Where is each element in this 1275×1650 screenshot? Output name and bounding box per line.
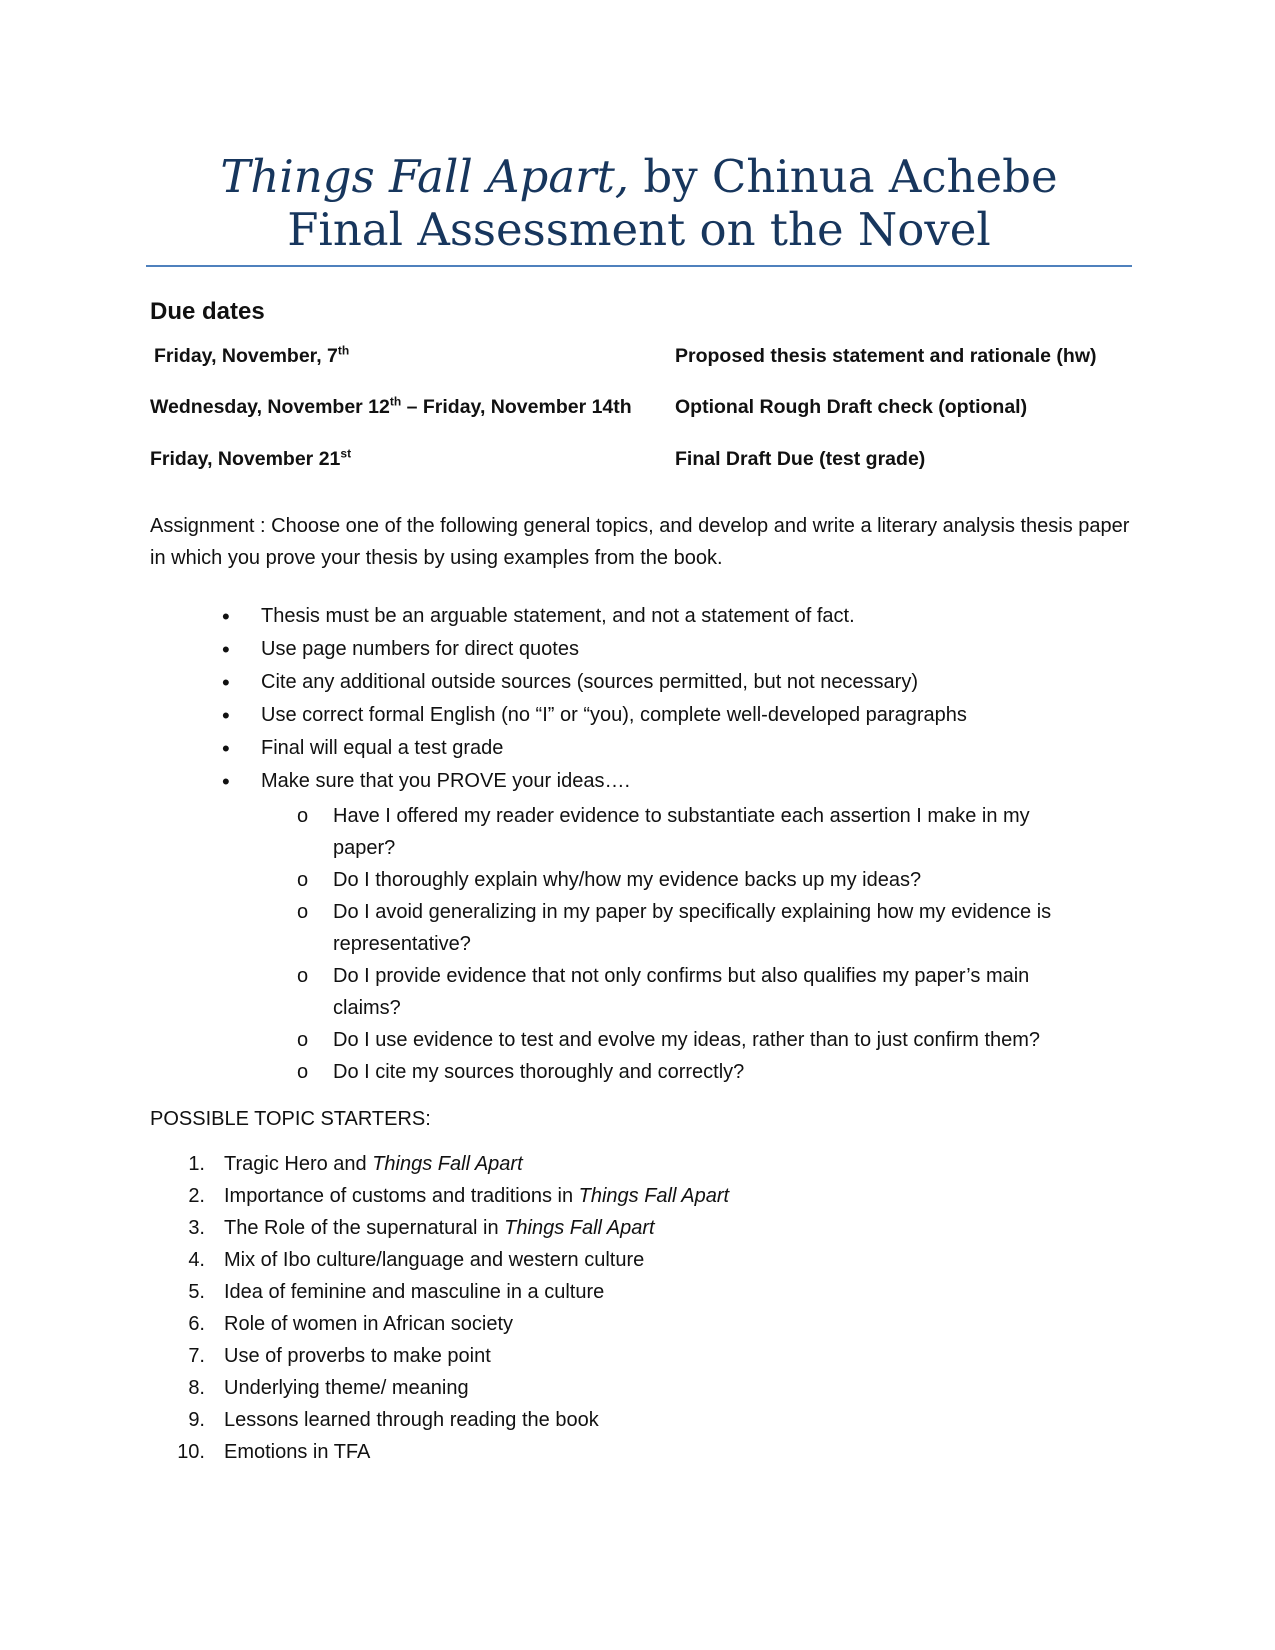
hollow-circle-icon: o (297, 1029, 309, 1051)
list-item: 6. Role of women in African society (188, 1313, 514, 1335)
bullet-dot-icon: • (222, 769, 230, 794)
document-title-line-1 (146, 150, 1132, 204)
hollow-circle-icon: o (297, 869, 309, 891)
due-task: Optional Rough Draft check (optional) (675, 396, 1028, 418)
list-item: o Have I offered my reader evidence to substantiate each assertion I make in my paper? (225, 800, 1085, 864)
due-task: Final Draft Due (test grade) (675, 448, 926, 470)
due-dates-heading: Due dates (150, 298, 265, 325)
list-item: o Do I thoroughly explain why/how my evidence backs up my ideas? (225, 864, 1085, 896)
list-item: • Cite any additional outside sources (sources permitted, but not necessary) (150, 666, 1132, 699)
list-item: • Use page numbers for direct quotes (150, 633, 1132, 666)
due-date: Wednesday, November 12th – Friday, November 14th (150, 394, 632, 418)
bullet-dot-icon: • (222, 703, 230, 728)
assignment-paragraph: Assignment : Choose one of the following general topics, and develop and write a literary analysis thesis paper in which you prove your thesis by using examples from the book. (150, 515, 1130, 569)
list-item: 5. Idea of feminine and masculine in a culture (188, 1281, 605, 1303)
list-item: 7. Use of proverbs to make point (188, 1345, 491, 1367)
due-date: Friday, November 21st (150, 446, 352, 470)
hollow-circle-icon: o (297, 965, 309, 987)
list-item: 1. Tragic Hero and Things Fall Apart (188, 1153, 523, 1175)
list-item: • Thesis must be an arguable statement, and not a statement of fact. (150, 600, 1132, 633)
bullet-dot-icon: • (222, 670, 230, 695)
list-item: o Do I provide evidence that not only confirms but also qualifies my paper’s main claims? (225, 960, 1085, 1024)
hollow-circle-icon: o (297, 1061, 309, 1083)
list-item: o Do I avoid generalizing in my paper by specifically explaining how my evidence is representative? (225, 896, 1085, 960)
document-title-line-2: Final Assessment on the Novel (287, 203, 991, 256)
title-book-name: Things Fall Apart, (220, 150, 630, 203)
requirements-list (150, 600, 1132, 798)
bullet-dot-icon: • (222, 736, 230, 761)
list-item: • Use correct formal English (no “I” or “you), complete well-developed paragraphs (150, 699, 1132, 732)
list-item: 9. Lessons learned through reading the book (188, 1409, 599, 1431)
title-author: by Chinua Achebe (629, 150, 1058, 203)
hollow-circle-icon: o (297, 805, 309, 827)
hollow-circle-icon: o (297, 901, 309, 923)
topic-starters-list (150, 1148, 1050, 1468)
list-item: 3. The Role of the supernatural in Things Fall Apart (188, 1217, 655, 1239)
list-item: o Do I use evidence to test and evolve my ideas, rather than to just confirm them? (225, 1024, 1085, 1056)
due-task: Proposed thesis statement and rationale (hw) (675, 345, 1097, 367)
list-item: 8. Underlying theme/ meaning (188, 1377, 469, 1399)
list-item: 2. Importance of customs and traditions in Things Fall Apart (188, 1185, 730, 1207)
list-item: 4. Mix of Ibo culture/language and western culture (188, 1249, 645, 1271)
list-item: • Final will equal a test grade (150, 732, 1132, 765)
list-item: o Do I cite my sources thoroughly and correctly? (225, 1056, 1085, 1088)
self-check-questions-list (225, 800, 1085, 1088)
list-item: • Make sure that you PROVE your ideas…. (150, 765, 1132, 798)
topic-starters-label: POSSIBLE TOPIC STARTERS: (150, 1108, 431, 1130)
due-date: Friday, November, 7th (154, 343, 350, 367)
bullet-dot-icon: • (222, 637, 230, 662)
list-item: 10. Emotions in TFA (177, 1441, 371, 1463)
bullet-dot-icon: • (222, 604, 230, 629)
title-divider (146, 265, 1132, 267)
